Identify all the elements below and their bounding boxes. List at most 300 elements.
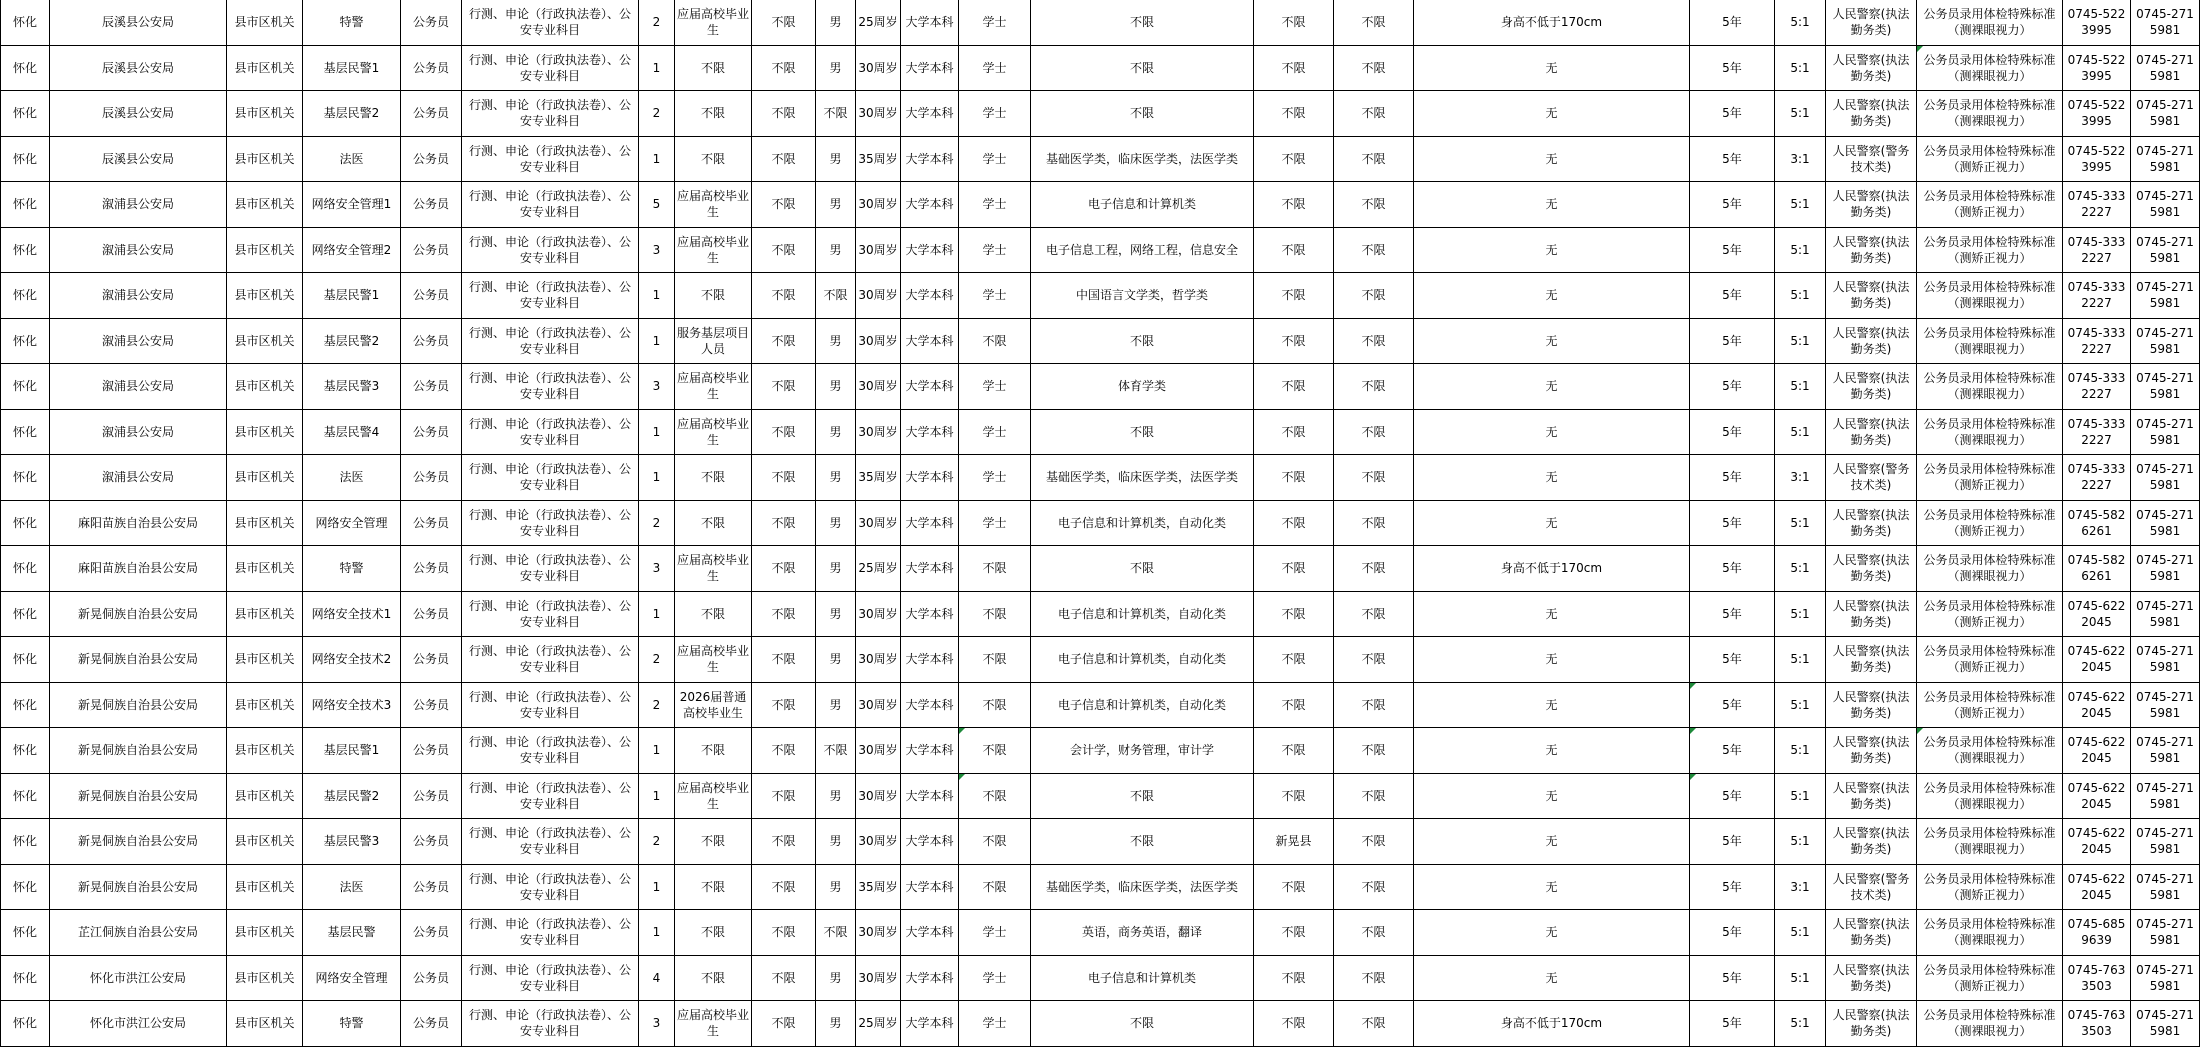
other-requirements-cell: 无	[1414, 273, 1690, 319]
applicant-source-cell: 服务基层项目人员	[675, 318, 752, 364]
count-cell: 1	[639, 409, 675, 455]
physical-standard-cell: 公务员录用体检特殊标准（测裸眼视力）	[1917, 728, 2063, 774]
city-cell: 怀化	[1, 182, 50, 228]
residence-cell: 不限	[1254, 182, 1334, 228]
position-cell: 网络安全管理1	[303, 182, 401, 228]
residence-cell: 不限	[1254, 591, 1334, 637]
other-requirements-cell: 无	[1414, 637, 1690, 683]
residence-cell: 不限	[1254, 864, 1334, 910]
position-cell: 基层民警	[303, 910, 401, 956]
police-type-cell: 人民警察(执法勤务类)	[1826, 637, 1917, 683]
city-cell: 怀化	[1, 0, 50, 45]
exam-subjects-cell: 行测、申论（行政执法卷）、公安专业科目	[462, 910, 639, 956]
physical-standard-cell: 公务员录用体检特殊标准（测裸眼视力）	[1917, 91, 2063, 137]
supervision-phone-cell: 0745-2715981	[2131, 728, 2200, 774]
supervision-phone-cell: 0745-2715981	[2131, 318, 2200, 364]
political-status-cell: 不限	[752, 591, 816, 637]
education-cell: 大学本科	[901, 0, 959, 45]
education-cell: 大学本科	[901, 364, 959, 410]
physical-standard-cell: 公务员录用体检特殊标准（测裸眼视力）	[1917, 364, 2063, 410]
exam-ratio-cell: 5:1	[1775, 910, 1826, 956]
major-cell: 不限	[1031, 318, 1254, 364]
count-cell: 1	[639, 910, 675, 956]
category-cell: 公务员	[401, 546, 462, 592]
gender-cell: 男	[816, 0, 856, 45]
exam-subjects-cell: 行测、申论（行政执法卷）、公安专业科目	[462, 364, 639, 410]
unit-cell: 芷江侗族自治县公安局	[50, 910, 227, 956]
degree-cell: 学士	[959, 273, 1031, 319]
education-cell: 大学本科	[901, 136, 959, 182]
level-cell: 县市区机关	[227, 910, 303, 956]
count-cell: 2	[639, 500, 675, 546]
degree-cell: 学士	[959, 910, 1031, 956]
physical-standard-cell: 公务员录用体检特殊标准（测裸眼视力）	[1917, 819, 2063, 865]
degree-cell: 学士	[959, 136, 1031, 182]
exam-ratio-cell: 3:1	[1775, 455, 1826, 501]
count-cell: 1	[639, 591, 675, 637]
education-cell: 大学本科	[901, 45, 959, 91]
age-limit-cell: 35周岁	[856, 455, 901, 501]
police-type-cell: 人民警察(执法勤务类)	[1826, 364, 1917, 410]
exam-subjects-cell: 行测、申论（行政执法卷）、公安专业科目	[462, 591, 639, 637]
physical-standard-cell: 公务员录用体检特殊标准（测矫正视力）	[1917, 637, 2063, 683]
police-type-cell: 人民警察(执法勤务类)	[1826, 182, 1917, 228]
service-years-cell: 5年	[1690, 728, 1775, 774]
table-row	[1, 1001, 2200, 1047]
gender-cell: 不限	[816, 728, 856, 774]
residence-cell: 不限	[1254, 728, 1334, 774]
age-limit-cell: 25周岁	[856, 546, 901, 592]
degree-cell: 学士	[959, 227, 1031, 273]
experience-cell: 不限	[1334, 455, 1414, 501]
residence-cell: 不限	[1254, 500, 1334, 546]
service-years-cell: 5年	[1690, 182, 1775, 228]
education-cell: 大学本科	[901, 591, 959, 637]
age-limit-cell: 25周岁	[856, 1001, 901, 1047]
exam-ratio-cell: 5:1	[1775, 591, 1826, 637]
education-cell: 大学本科	[901, 682, 959, 728]
level-cell: 县市区机关	[227, 546, 303, 592]
education-cell: 大学本科	[901, 91, 959, 137]
education-cell: 大学本科	[901, 273, 959, 319]
category-cell: 公务员	[401, 136, 462, 182]
applicant-source-cell: 不限	[675, 728, 752, 774]
age-limit-cell: 30周岁	[856, 637, 901, 683]
position-cell: 基层民警3	[303, 819, 401, 865]
applicant-source-cell: 不限	[675, 273, 752, 319]
experience-cell: 不限	[1334, 910, 1414, 956]
contact-phone-cell: 0745-5223995	[2063, 136, 2131, 182]
gender-cell: 不限	[816, 273, 856, 319]
city-cell: 怀化	[1, 546, 50, 592]
police-type-cell: 人民警察(执法勤务类)	[1826, 409, 1917, 455]
experience-cell: 不限	[1334, 273, 1414, 319]
gender-cell: 男	[816, 1001, 856, 1047]
service-years-cell: 5年	[1690, 682, 1775, 728]
unit-cell: 新晃侗族自治县公安局	[50, 728, 227, 774]
other-requirements-cell: 无	[1414, 45, 1690, 91]
experience-cell: 不限	[1334, 591, 1414, 637]
age-limit-cell: 30周岁	[856, 682, 901, 728]
physical-standard-cell: 公务员录用体检特殊标准（测矫正视力）	[1917, 455, 2063, 501]
position-cell: 网络安全管理	[303, 500, 401, 546]
age-limit-cell: 30周岁	[856, 45, 901, 91]
age-limit-cell: 30周岁	[856, 591, 901, 637]
applicant-source-cell: 应届高校毕业生	[675, 182, 752, 228]
exam-subjects-cell: 行测、申论（行政执法卷）、公安专业科目	[462, 136, 639, 182]
major-cell: 基础医学类，临床医学类，法医学类	[1031, 455, 1254, 501]
unit-cell: 怀化市洪江公安局	[50, 955, 227, 1001]
exam-subjects-cell: 行测、申论（行政执法卷）、公安专业科目	[462, 91, 639, 137]
exam-ratio-cell: 5:1	[1775, 364, 1826, 410]
exam-ratio-cell: 5:1	[1775, 500, 1826, 546]
city-cell: 怀化	[1, 591, 50, 637]
service-years-cell: 5年	[1690, 773, 1775, 819]
gender-cell: 不限	[816, 91, 856, 137]
police-type-cell: 人民警察(执法勤务类)	[1826, 273, 1917, 319]
service-years-cell: 5年	[1690, 273, 1775, 319]
position-cell: 网络安全管理	[303, 955, 401, 1001]
count-cell: 1	[639, 864, 675, 910]
unit-cell: 辰溪县公安局	[50, 45, 227, 91]
city-cell: 怀化	[1, 1001, 50, 1047]
table-row	[1, 819, 2200, 865]
degree-cell: 不限	[959, 318, 1031, 364]
applicant-source-cell: 不限	[675, 455, 752, 501]
other-requirements-cell: 无	[1414, 500, 1690, 546]
table-row	[1, 273, 2200, 319]
major-cell: 会计学，财务管理，审计学	[1031, 728, 1254, 774]
service-years-cell: 5年	[1690, 227, 1775, 273]
supervision-phone-cell: 0745-2715981	[2131, 364, 2200, 410]
other-requirements-cell: 无	[1414, 136, 1690, 182]
table-row	[1, 637, 2200, 683]
exam-subjects-cell: 行测、申论（行政执法卷）、公安专业科目	[462, 546, 639, 592]
applicant-source-cell: 应届高校毕业生	[675, 364, 752, 410]
residence-cell: 不限	[1254, 773, 1334, 819]
gender-cell: 男	[816, 409, 856, 455]
supervision-phone-cell: 0745-2715981	[2131, 955, 2200, 1001]
physical-standard-cell: 公务员录用体检特殊标准（测矫正视力）	[1917, 591, 2063, 637]
unit-cell: 辰溪县公安局	[50, 91, 227, 137]
age-limit-cell: 30周岁	[856, 728, 901, 774]
service-years-cell: 5年	[1690, 637, 1775, 683]
count-cell: 2	[639, 682, 675, 728]
major-cell: 不限	[1031, 409, 1254, 455]
level-cell: 县市区机关	[227, 591, 303, 637]
other-requirements-cell: 无	[1414, 864, 1690, 910]
experience-cell: 不限	[1334, 500, 1414, 546]
experience-cell: 不限	[1334, 637, 1414, 683]
service-years-cell: 5年	[1690, 1001, 1775, 1047]
gender-cell: 男	[816, 227, 856, 273]
position-cell: 法医	[303, 455, 401, 501]
level-cell: 县市区机关	[227, 136, 303, 182]
contact-phone-cell: 0745-6222045	[2063, 682, 2131, 728]
applicant-source-cell: 应届高校毕业生	[675, 546, 752, 592]
level-cell: 县市区机关	[227, 182, 303, 228]
education-cell: 大学本科	[901, 955, 959, 1001]
residence-cell: 不限	[1254, 955, 1334, 1001]
supervision-phone-cell: 0745-2715981	[2131, 273, 2200, 319]
police-type-cell: 人民警察(警务技术类)	[1826, 136, 1917, 182]
exam-subjects-cell: 行测、申论（行政执法卷）、公安专业科目	[462, 773, 639, 819]
exam-ratio-cell: 5:1	[1775, 318, 1826, 364]
city-cell: 怀化	[1, 773, 50, 819]
category-cell: 公务员	[401, 637, 462, 683]
unit-cell: 溆浦县公安局	[50, 455, 227, 501]
police-type-cell: 人民警察(执法勤务类)	[1826, 0, 1917, 45]
service-years-cell: 5年	[1690, 364, 1775, 410]
degree-cell: 学士	[959, 1001, 1031, 1047]
category-cell: 公务员	[401, 591, 462, 637]
category-cell: 公务员	[401, 864, 462, 910]
position-cell: 网络安全技术2	[303, 637, 401, 683]
contact-phone-cell: 0745-3332227	[2063, 455, 2131, 501]
unit-cell: 新晃侗族自治县公安局	[50, 637, 227, 683]
degree-cell: 不限	[959, 591, 1031, 637]
contact-phone-cell: 0745-6222045	[2063, 728, 2131, 774]
experience-cell: 不限	[1334, 182, 1414, 228]
level-cell: 县市区机关	[227, 864, 303, 910]
city-cell: 怀化	[1, 227, 50, 273]
applicant-source-cell: 应届高校毕业生	[675, 637, 752, 683]
level-cell: 县市区机关	[227, 773, 303, 819]
category-cell: 公务员	[401, 682, 462, 728]
level-cell: 县市区机关	[227, 409, 303, 455]
experience-cell: 不限	[1334, 318, 1414, 364]
table-row	[1, 364, 2200, 410]
supervision-phone-cell: 0745-2715981	[2131, 136, 2200, 182]
political-status-cell: 不限	[752, 773, 816, 819]
applicant-source-cell: 2026届普通高校毕业生	[675, 682, 752, 728]
contact-phone-cell: 0745-6222045	[2063, 637, 2131, 683]
education-cell: 大学本科	[901, 409, 959, 455]
gender-cell: 男	[816, 955, 856, 1001]
police-type-cell: 人民警察(执法勤务类)	[1826, 45, 1917, 91]
police-type-cell: 人民警察(执法勤务类)	[1826, 910, 1917, 956]
applicant-source-cell: 不限	[675, 136, 752, 182]
applicant-source-cell: 不限	[675, 819, 752, 865]
city-cell: 怀化	[1, 91, 50, 137]
political-status-cell: 不限	[752, 910, 816, 956]
table-row	[1, 591, 2200, 637]
major-cell: 电子信息和计算机类，自动化类	[1031, 500, 1254, 546]
city-cell: 怀化	[1, 500, 50, 546]
gender-cell: 男	[816, 682, 856, 728]
city-cell: 怀化	[1, 637, 50, 683]
age-limit-cell: 30周岁	[856, 227, 901, 273]
category-cell: 公务员	[401, 773, 462, 819]
education-cell: 大学本科	[901, 728, 959, 774]
count-cell: 1	[639, 136, 675, 182]
position-cell: 基层民警2	[303, 318, 401, 364]
physical-standard-cell: 公务员录用体检特殊标准（测矫正视力）	[1917, 864, 2063, 910]
service-years-cell: 5年	[1690, 819, 1775, 865]
contact-phone-cell: 0745-7633503	[2063, 1001, 2131, 1047]
exam-subjects-cell: 行测、申论（行政执法卷）、公安专业科目	[462, 0, 639, 45]
count-cell: 3	[639, 227, 675, 273]
degree-cell: 学士	[959, 364, 1031, 410]
level-cell: 县市区机关	[227, 227, 303, 273]
physical-standard-cell: 公务员录用体检特殊标准（测裸眼视力）	[1917, 546, 2063, 592]
exam-subjects-cell: 行测、申论（行政执法卷）、公安专业科目	[462, 728, 639, 774]
political-status-cell: 不限	[752, 364, 816, 410]
police-type-cell: 人民警察(警务技术类)	[1826, 455, 1917, 501]
major-cell: 中国语言文学类，哲学类	[1031, 273, 1254, 319]
degree-cell: 不限	[959, 546, 1031, 592]
exam-ratio-cell: 3:1	[1775, 864, 1826, 910]
residence-cell: 不限	[1254, 910, 1334, 956]
residence-cell: 不限	[1254, 1001, 1334, 1047]
category-cell: 公务员	[401, 227, 462, 273]
education-cell: 大学本科	[901, 819, 959, 865]
table-row	[1, 955, 2200, 1001]
contact-phone-cell: 0745-3332227	[2063, 227, 2131, 273]
count-cell: 1	[639, 728, 675, 774]
supervision-phone-cell: 0745-2715981	[2131, 182, 2200, 228]
count-cell: 5	[639, 182, 675, 228]
exam-subjects-cell: 行测、申论（行政执法卷）、公安专业科目	[462, 45, 639, 91]
category-cell: 公务员	[401, 273, 462, 319]
position-cell: 特警	[303, 546, 401, 592]
table-row	[1, 773, 2200, 819]
service-years-cell: 5年	[1690, 0, 1775, 45]
other-requirements-cell: 无	[1414, 318, 1690, 364]
level-cell: 县市区机关	[227, 455, 303, 501]
political-status-cell: 不限	[752, 728, 816, 774]
political-status-cell: 不限	[752, 0, 816, 45]
city-cell: 怀化	[1, 318, 50, 364]
police-type-cell: 人民警察(执法勤务类)	[1826, 819, 1917, 865]
physical-standard-cell: 公务员录用体检特殊标准（测裸眼视力）	[1917, 273, 2063, 319]
applicant-source-cell: 不限	[675, 910, 752, 956]
residence-cell: 不限	[1254, 682, 1334, 728]
exam-subjects-cell: 行测、申论（行政执法卷）、公安专业科目	[462, 819, 639, 865]
experience-cell: 不限	[1334, 91, 1414, 137]
residence-cell: 不限	[1254, 546, 1334, 592]
political-status-cell: 不限	[752, 318, 816, 364]
degree-cell: 学士	[959, 455, 1031, 501]
applicant-source-cell: 不限	[675, 955, 752, 1001]
degree-cell: 不限	[959, 682, 1031, 728]
level-cell: 县市区机关	[227, 364, 303, 410]
physical-standard-cell: 公务员录用体检特殊标准（测裸眼视力）	[1917, 1001, 2063, 1047]
major-cell: 不限	[1031, 1001, 1254, 1047]
exam-subjects-cell: 行测、申论（行政执法卷）、公安专业科目	[462, 955, 639, 1001]
education-cell: 大学本科	[901, 637, 959, 683]
supervision-phone-cell: 0745-2715981	[2131, 546, 2200, 592]
unit-cell: 新晃侗族自治县公安局	[50, 819, 227, 865]
residence-cell: 不限	[1254, 637, 1334, 683]
political-status-cell: 不限	[752, 273, 816, 319]
service-years-cell: 5年	[1690, 45, 1775, 91]
major-cell: 电子信息工程，网络工程，信息安全	[1031, 227, 1254, 273]
education-cell: 大学本科	[901, 1001, 959, 1047]
unit-cell: 怀化市洪江公安局	[50, 1001, 227, 1047]
major-cell: 英语，商务英语，翻译	[1031, 910, 1254, 956]
political-status-cell: 不限	[752, 682, 816, 728]
category-cell: 公务员	[401, 1001, 462, 1047]
experience-cell: 不限	[1334, 728, 1414, 774]
other-requirements-cell: 身高不低于170cm	[1414, 1001, 1690, 1047]
gender-cell: 男	[816, 500, 856, 546]
residence-cell: 不限	[1254, 455, 1334, 501]
supervision-phone-cell: 0745-2715981	[2131, 91, 2200, 137]
gender-cell: 男	[816, 364, 856, 410]
other-requirements-cell: 无	[1414, 955, 1690, 1001]
count-cell: 3	[639, 364, 675, 410]
degree-cell: 不限	[959, 819, 1031, 865]
political-status-cell: 不限	[752, 637, 816, 683]
count-cell: 2	[639, 819, 675, 865]
gender-cell: 男	[816, 182, 856, 228]
other-requirements-cell: 无	[1414, 773, 1690, 819]
experience-cell: 不限	[1334, 136, 1414, 182]
other-requirements-cell: 无	[1414, 910, 1690, 956]
exam-ratio-cell: 5:1	[1775, 546, 1826, 592]
degree-cell: 学士	[959, 500, 1031, 546]
count-cell: 1	[639, 45, 675, 91]
residence-cell: 不限	[1254, 136, 1334, 182]
other-requirements-cell: 无	[1414, 591, 1690, 637]
political-status-cell: 不限	[752, 455, 816, 501]
level-cell: 县市区机关	[227, 273, 303, 319]
service-years-cell: 5年	[1690, 318, 1775, 364]
major-cell: 不限	[1031, 91, 1254, 137]
contact-phone-cell: 0745-6222045	[2063, 773, 2131, 819]
table-row	[1, 455, 2200, 501]
age-limit-cell: 30周岁	[856, 318, 901, 364]
age-limit-cell: 25周岁	[856, 0, 901, 45]
major-cell: 电子信息和计算机类，自动化类	[1031, 637, 1254, 683]
applicant-source-cell: 不限	[675, 500, 752, 546]
category-cell: 公务员	[401, 364, 462, 410]
contact-phone-cell: 0745-5826261	[2063, 546, 2131, 592]
exam-ratio-cell: 5:1	[1775, 955, 1826, 1001]
position-cell: 基层民警4	[303, 409, 401, 455]
position-cell: 基层民警1	[303, 273, 401, 319]
physical-standard-cell: 公务员录用体检特殊标准（测裸眼视力）	[1917, 409, 2063, 455]
unit-cell: 新晃侗族自治县公安局	[50, 773, 227, 819]
degree-cell: 不限	[959, 637, 1031, 683]
age-limit-cell: 30周岁	[856, 409, 901, 455]
major-cell: 电子信息和计算机类	[1031, 955, 1254, 1001]
supervision-phone-cell: 0745-2715981	[2131, 637, 2200, 683]
level-cell: 县市区机关	[227, 318, 303, 364]
exam-subjects-cell: 行测、申论（行政执法卷）、公安专业科目	[462, 273, 639, 319]
police-type-cell: 人民警察(执法勤务类)	[1826, 591, 1917, 637]
experience-cell: 不限	[1334, 819, 1414, 865]
level-cell: 县市区机关	[227, 0, 303, 45]
age-limit-cell: 35周岁	[856, 136, 901, 182]
service-years-cell: 5年	[1690, 864, 1775, 910]
city-cell: 怀化	[1, 45, 50, 91]
count-cell: 3	[639, 1001, 675, 1047]
exam-subjects-cell: 行测、申论（行政执法卷）、公安专业科目	[462, 637, 639, 683]
education-cell: 大学本科	[901, 455, 959, 501]
level-cell: 县市区机关	[227, 728, 303, 774]
table-row	[1, 728, 2200, 774]
city-cell: 怀化	[1, 455, 50, 501]
physical-standard-cell: 公务员录用体检特殊标准（测矫正视力）	[1917, 182, 2063, 228]
gender-cell: 男	[816, 819, 856, 865]
table-row	[1, 318, 2200, 364]
political-status-cell: 不限	[752, 546, 816, 592]
position-cell: 基层民警2	[303, 91, 401, 137]
major-cell: 不限	[1031, 546, 1254, 592]
count-cell: 2	[639, 0, 675, 45]
